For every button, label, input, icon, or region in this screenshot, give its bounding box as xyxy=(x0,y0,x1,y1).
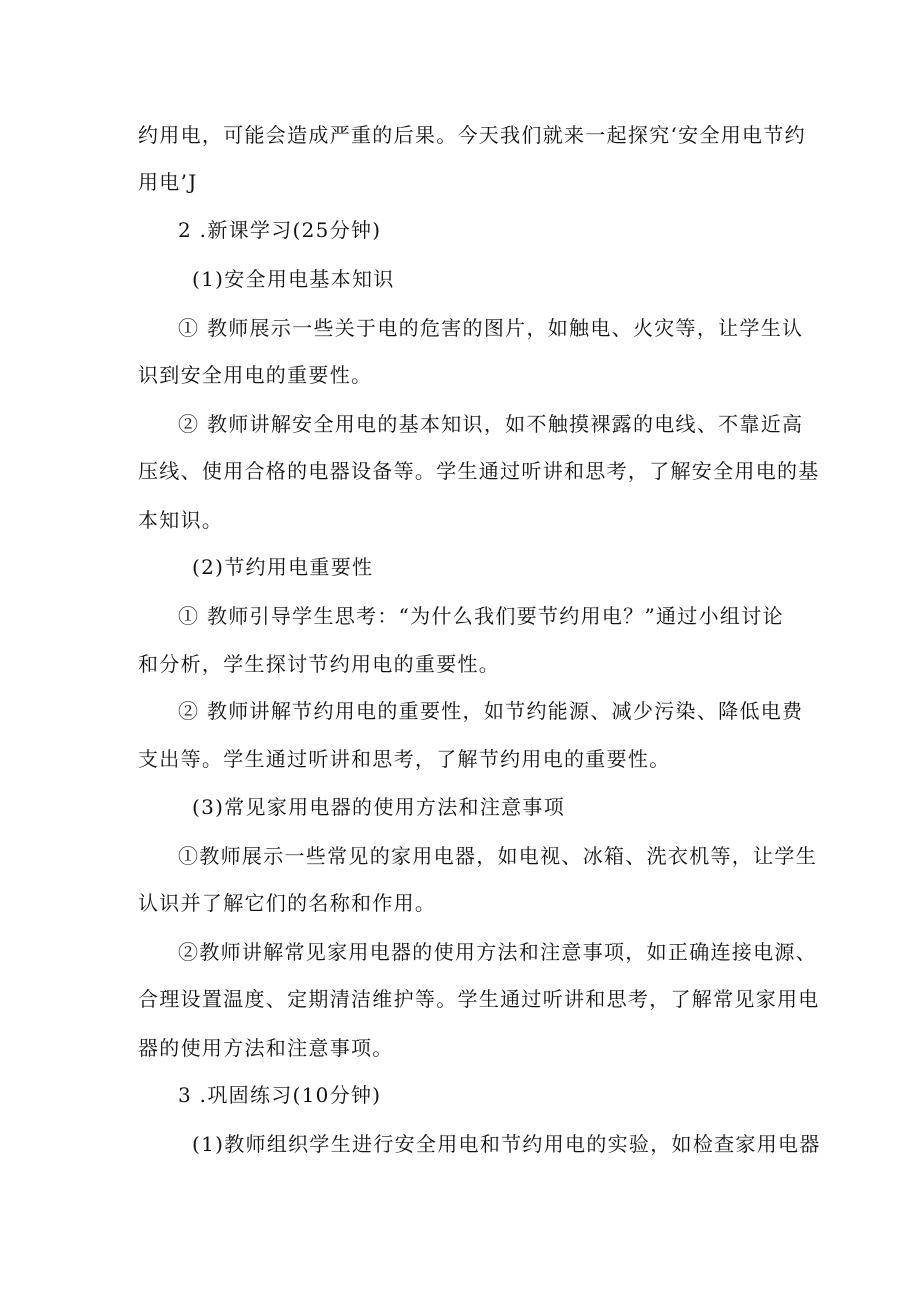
subsection-heading: (2)节约用电重要性 xyxy=(192,555,374,579)
paragraph-line: ② 教师讲解节约用电的重要性，如节约能源、减少污染、降低电费 xyxy=(178,699,804,723)
paragraph-line: ② 教师讲解安全用电的基本知识，如不触摸裸露的电线、不靠近高 xyxy=(178,412,804,436)
paragraph-line: 本知识。 xyxy=(138,508,224,532)
paragraph-line: ① 教师引导学生思考：“为什么我们要节约用电？”通过小组讨论 xyxy=(178,604,784,628)
paragraph-line: 支出等。学生通过听讲和思考，了解节约用电的重要性。 xyxy=(138,747,671,771)
paragraph-line: 压线、使用合格的电器设备等。学生通过听讲和思考，了解安全用电的基 xyxy=(138,459,820,483)
subsection-heading: (3)常见家用电器的使用方法和注意事项 xyxy=(192,795,566,819)
paragraph-line: 和分析，学生探讨节约用电的重要性。 xyxy=(138,652,501,676)
paragraph-line: (1)教师组织学生进行安全用电和节约用电的实验，如检查家用电器 xyxy=(192,1132,821,1156)
paragraph-line: 器的使用方法和注意事项。 xyxy=(138,1036,394,1060)
paragraph-line: ①教师展示一些常见的家用电器，如电视、冰箱、洗衣机等，让学生 xyxy=(178,844,817,868)
paragraph-line: 约用电，可能会造成严重的后果。今天我们就来一起探究‘安全用电节约 xyxy=(138,123,806,147)
section-heading: 3 .巩固练习(10分钟) xyxy=(178,1083,382,1107)
paragraph-line: 识到安全用电的重要性。 xyxy=(138,363,373,387)
subsection-heading: (1)安全用电基本知识 xyxy=(192,267,395,291)
section-heading: 2 .新课学习(25分钟) xyxy=(178,218,382,242)
paragraph-line: ②教师讲解常见家用电器的使用方法和注意事项，如正确连接电源、 xyxy=(178,940,817,964)
paragraph-line: ① 教师展示一些关于电的危害的图片，如触电、火灾等，让学生认 xyxy=(178,316,804,340)
paragraph-line: 认识并了解它们的名称和作用。 xyxy=(138,891,437,915)
paragraph-line: 用电’J xyxy=(138,170,198,194)
paragraph-line: 合理设置温度、定期清洁维护等。学生通过听讲和思考，了解常见家用电 xyxy=(138,987,820,1011)
